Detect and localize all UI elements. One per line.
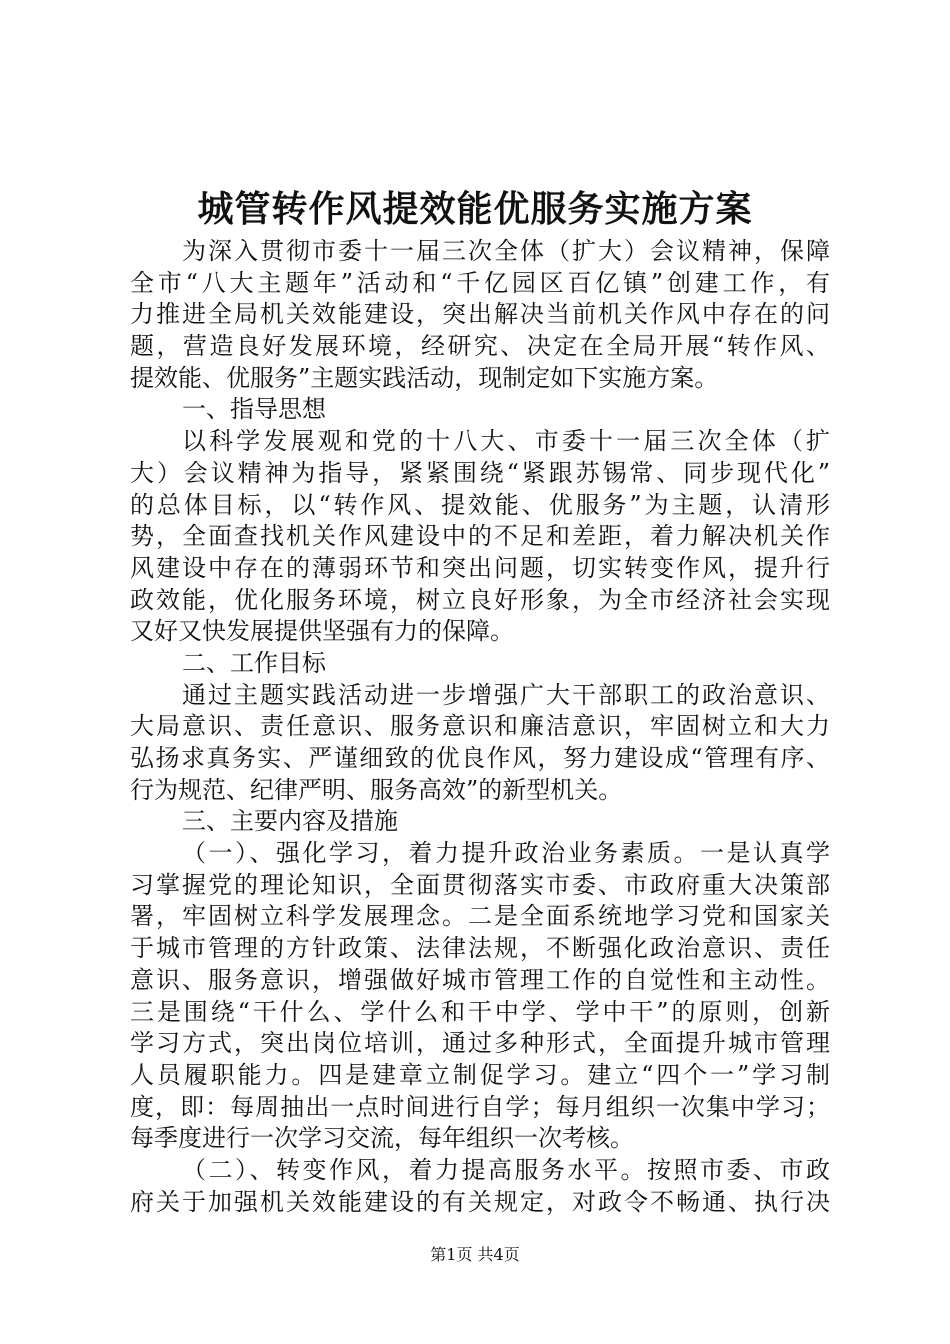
paragraph-line: （一）、强化学习，着力提升政治业务素质。一是认真学 (182, 839, 830, 868)
paragraph-line: 政效能，优化服务环境，树立良好形象，为全市经济社会实现 (130, 585, 830, 614)
paragraph-line: 题，营造良好发展环境，经研究、决定在全局开展“转作风、 (130, 332, 830, 361)
paragraph-line: 以科学发展观和党的十八大、市委十一届三次全体（扩 (182, 427, 830, 456)
paragraph-line: 学习方式，突出岗位培训，通过多种形式，全面提升城市管理 (130, 1029, 830, 1058)
paragraph-line: （二）、转变作风，着力提高服务水平。按照市委、市政 (182, 1155, 830, 1184)
paragraph-line: 大）会议精神为指导，紧紧围绕“紧跟苏锡常、同步现代化” (130, 458, 830, 487)
paragraph-line: 三是围绕“干什么、学什么和干中学、学中干”的原则，创新 (130, 997, 830, 1026)
paragraph-line: 为深入贯彻市委十一届三次全体（扩大）会议精神，保障 (182, 237, 830, 265)
paragraph-line: 署，牢固树立科学发展理念。二是全面系统地学习党和国家关 (130, 902, 830, 931)
paragraph-line: 每季度进行一次学习交流，每年组织一次考核。 (130, 1124, 634, 1153)
paragraph-line: 的总体目标，以“转作风、提效能、优服务”为主题，认清形 (130, 490, 830, 519)
paragraph-line: 又好又快发展提供坚强有力的保障。 (130, 617, 514, 646)
paragraph-line: 全市“八大主题年”活动和“千亿园区百亿镇”创建工作，有 (130, 268, 830, 297)
section-heading: 一、指导思想 (182, 395, 326, 424)
document-title: 城管转作风提效能优服务实施方案 (197, 188, 753, 230)
paragraph-line: 习掌握党的理论知识，全面贯彻落实市委、市政府重大决策部 (130, 870, 830, 899)
paragraph-line: 势，全面查找机关作风建设中的不足和差距，着力解决机关作 (130, 522, 830, 551)
section-heading: 三、主要内容及措施 (182, 807, 398, 836)
paragraph-line: 通过主题实践活动进一步增强广大干部职工的政治意识、 (182, 680, 830, 709)
paragraph-line: 大局意识、责任意识、服务意识和廉洁意识，牢固树立和大力 (130, 712, 830, 741)
paragraph-line: 度，即：每周抽出一点时间进行自学；每月组织一次集中学习； (130, 1092, 830, 1121)
paragraph-line: 提效能、优服务”主题实践活动，现制定如下实施方案。 (130, 363, 719, 392)
section-heading: 二、工作目标 (182, 648, 326, 677)
paragraph-line: 于城市管理的方针政策、法律法规，不断强化政治意识、责任 (130, 934, 830, 963)
paragraph-line: 力推进全局机关效能建设，突出解决当前机关作风中存在的问 (130, 300, 830, 329)
paragraph-line: 人员履职能力。四是建章立制促学习。建立“四个一”学习制 (130, 1060, 830, 1089)
paragraph-line: 行为规范、纪律严明、服务高效”的新型机关。 (130, 775, 623, 804)
paragraph-line: 弘扬求真务实、严谨细致的优良作风，努力建设成“管理有序、 (130, 744, 830, 772)
paragraph-line: 意识、服务意识，增强做好城市管理工作的自觉性和主动性。 (130, 965, 830, 994)
paragraph-line: 风建设中存在的薄弱环节和突出问题，切实转变作风，提升行 (130, 553, 830, 582)
page-number-footer: 第1页 共4页 (430, 1245, 520, 1264)
paragraph-line: 府关于加强机关效能建设的有关规定，对政令不畅通、执行决 (130, 1187, 830, 1216)
document-body (130, 236, 830, 1218)
